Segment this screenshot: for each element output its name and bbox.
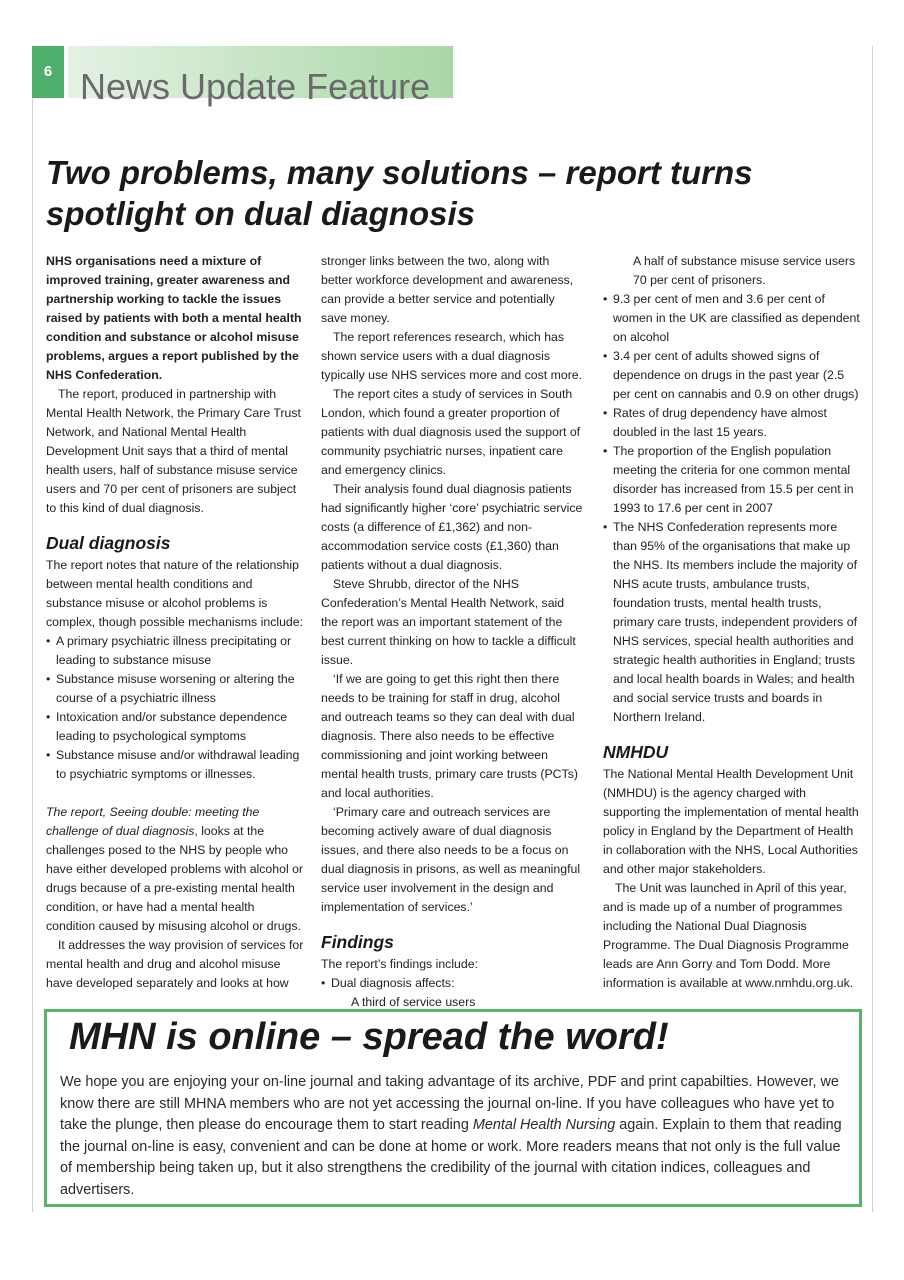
affects-item: A third of service users xyxy=(351,995,476,1009)
affects-item: 70 per cent of prisoners. xyxy=(633,273,766,287)
left-margin-rule xyxy=(32,46,33,1212)
promo-title: MHN is online – spread the word! xyxy=(69,1016,669,1058)
study-paragraph: The report cites a study of services in South London, which found a greater proportion of patients with dual diagnosis used the support of community psychiatric nurses, inpatient care and emergency clinics. xyxy=(321,387,581,477)
promo-body-text: We hope you are enjoying your on-line journal and taking advantage of its archive, PDF and print capabilties. However, we know there are still MHNA members who are not yet accessing the journal on-line. If you have colleagues who have yet to take the plunge, then please do encourage them to start reading xyxy=(60,1074,839,1133)
dual-diagnosis-heading: Dual diagnosis xyxy=(46,533,171,553)
findings-affects-list xyxy=(321,974,583,993)
findings-list xyxy=(603,290,861,727)
research-paragraph: The report references research, which has shown service users with a dual diagnosis typically use NHS services more and cost more. xyxy=(321,330,583,382)
article-headline: Two problems, many solutions – report turns spotlight on dual diagnosis xyxy=(46,154,753,232)
list-item: • Substance misuse worsening or altering the course of a psychiatric illness xyxy=(46,670,304,708)
intro-paragraph: The report, produced in partnership with Mental Health Network, the Primary Care Trust Network, and National Mental Health Development Unit says that a third of mental health users, half of substance misuse service users and 70 per cent of prisoners are subject to this kind of dual diagnosis. xyxy=(46,387,301,515)
addresses-paragraph: It addresses the way provision of services for mental health and drug and alcohol misuse have developed separately and looks at how xyxy=(46,938,304,990)
list-item: • 3.4 per cent of adults showed signs of dependence on drugs in the past year (2.5 per cent on cannabis and 0.9 on other drugs) xyxy=(603,347,861,404)
list-item: • Dual diagnosis affects: xyxy=(321,974,583,993)
article-column-2 xyxy=(321,252,583,1012)
findings-heading: Findings xyxy=(321,932,394,952)
article-column-1 xyxy=(46,252,304,993)
article-column-3 xyxy=(603,252,861,993)
dual-intro-paragraph: The report notes that nature of the relationship between mental health conditions and substance misuse or alcohol problems is complex, though possible mechanisms include: xyxy=(46,558,304,629)
journal-name: Mental Health Nursing xyxy=(472,1117,616,1133)
mechanisms-list xyxy=(46,632,304,784)
list-item: • 9.3 per cent of men and 3.6 per cent of women in the UK are classified as dependent on alcohol xyxy=(603,290,861,347)
continued-paragraph: stronger links between the two, along with better workforce development and awareness, can provide a better service and potentially save money. xyxy=(321,254,574,325)
promo-body xyxy=(60,1072,846,1201)
right-margin-rule xyxy=(872,46,873,1212)
list-item: • Substance misuse and/or withdrawal leading to psychiatric symptoms or illnesses. xyxy=(46,746,304,784)
shrubb-paragraph: Steve Shrubb, director of the NHS Confederation’s Mental Health Network, said the report was an important statement of the best current thinking on how to tackle a difficult issue. xyxy=(321,577,576,667)
promo-body-text-end: again. Explain to them that reading the journal on-line is easy, convenient and can be done at home or work. More readers means that not only is the full value of membership being taken up, but it also strengthens the credibility of the journal with citation indices, colleagues and advertisers. xyxy=(60,1117,842,1198)
findings-intro: The report’s findings include: xyxy=(321,957,478,971)
report-paragraph xyxy=(46,803,304,936)
list-item: • The NHS Confederation represents more than 95% of the organisations that make up the NHS. Its members include the majority of NHS acute trusts, ambulance trusts, foundation trusts, mental health trusts, primary care trusts, independent providers of NHS services, special health authorities and strategic health authorities in England; trusts and local health boards in Wales; and health and social service trusts and boards in Northern Ireland. xyxy=(603,518,861,727)
report-paragraph-text: , looks at the challenges posed to the NHS by people who have either developed problems with alcohol or drugs because of a pre-existing mental health condition, or have had a mental health condition caused by misusing alcohol or drugs. xyxy=(46,824,304,933)
promo-box xyxy=(44,1009,862,1207)
report-title: The report, Seeing double: meeting the challenge of dual diagnosis xyxy=(46,805,260,838)
list-item: • Rates of drug dependency have almost doubled in the last 15 years. xyxy=(603,404,861,442)
section-title: News Update Feature xyxy=(80,66,431,107)
page-number: 6 xyxy=(32,46,64,98)
quote-paragraph-2: ‘Primary care and outreach services are becoming actively aware of dual diagnosis issues, and there also needs to be a focus on dual diagnosis in prisons, as well as meaningful service user involvement in the design and implementation of services.’ xyxy=(321,805,581,914)
analysis-paragraph: Their analysis found dual diagnosis patients had significantly higher ‘core’ psychiatric service costs (a difference of £1,362) and non-accommodation service costs (£1,360) than patients without a dual diagnosis. xyxy=(321,482,583,572)
list-item: • A primary psychiatric illness precipitating or leading to substance misuse xyxy=(46,632,304,670)
nmhdu-heading: NMHDU xyxy=(603,742,669,762)
nmhdu-paragraph-1: The National Mental Health Development Unit (NMHDU) is the agency charged with supporting the implementation of mental health policy in England by the Department of Health in collaboration with the NHS, Local Authorities and other major stakeholders. xyxy=(603,767,859,876)
quote-paragraph-1: ‘If we are going to get this right then there needs to be training for staff in drug, alcohol and outreach teams so they can deal with dual diagnosis. There also needs to be effective commissioning and joint working between mental health trusts, primary care trusts (PCTs) and local authorities. xyxy=(321,672,578,800)
standfirst: NHS organisations need a mixture of improved training, greater awareness and partnership working to tackle the issues raised by patients with both a mental health condition and substance or alcohol misuse problems, argues a report published by the NHS Confederation. xyxy=(46,254,302,382)
nmhdu-paragraph-2: The Unit was launched in April of this year, and is made up of a number of programmes including the National Dual Diagnosis Programme. The Dual Diagnosis Programme leads are Ann Gorry and Tom Dodd. More information is available at www.nmhdu.org.uk. xyxy=(603,881,854,990)
list-item: • Intoxication and/or substance dependence leading to psychological symptoms xyxy=(46,708,304,746)
list-item: • The proportion of the English population meeting the criteria for one common mental disorder has increased from 15.5 per cent in 1993 to 17.6 per cent in 2007 xyxy=(603,442,861,518)
affects-item: A half of substance misuse service users xyxy=(633,254,856,268)
